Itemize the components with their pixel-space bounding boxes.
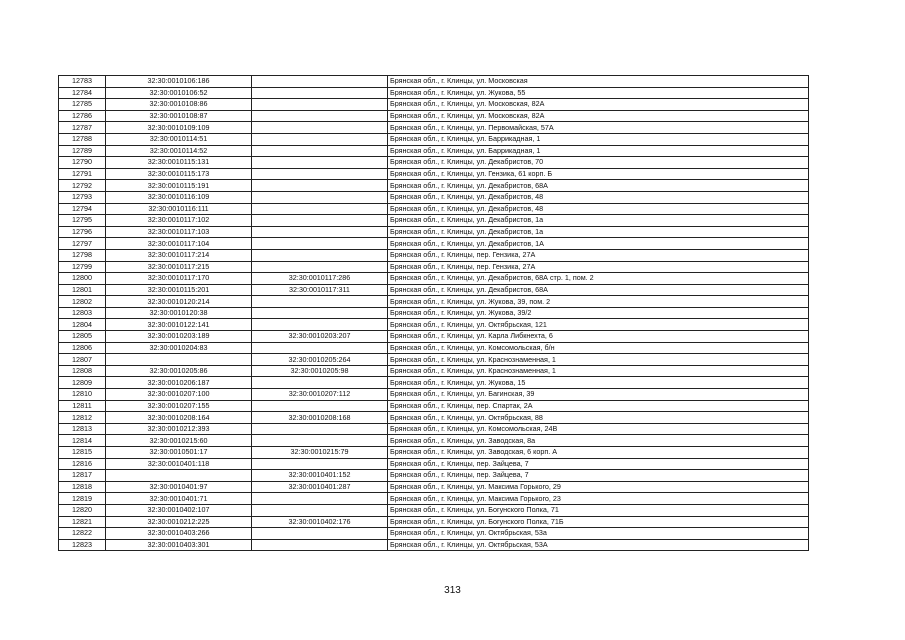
cell-previous-cadastral-number: [252, 435, 388, 447]
cell-cadastral-number: 32:30:0010401:97: [106, 481, 252, 493]
table-row: [59, 284, 809, 296]
table-row: [59, 528, 809, 540]
cell-address: Брянская обл., г. Клинцы, ул. Октябрьская, 121: [388, 319, 809, 331]
table-row: [59, 470, 809, 482]
cell-previous-cadastral-number: 32:30:0010215:79: [252, 447, 388, 459]
table-row: [59, 516, 809, 528]
cell-cadastral-number: [106, 354, 252, 366]
cell-address: Брянская обл., г. Клинцы, ул. Октябрьская, 53А: [388, 539, 809, 551]
table-row: [59, 389, 809, 401]
cell-previous-cadastral-number: [252, 261, 388, 273]
cell-record-number: 12791: [59, 168, 106, 180]
cell-address: Брянская обл., г. Клинцы, ул. Декабристов, 48: [388, 191, 809, 203]
cell-record-number: 12810: [59, 389, 106, 401]
cell-record-number: 12786: [59, 110, 106, 122]
cell-cadastral-number: 32:30:0010114:52: [106, 145, 252, 157]
cell-cadastral-number: 32:30:0010212:393: [106, 423, 252, 435]
cell-address: Брянская обл., г. Клинцы, ул. Богунского Полка, 71Б: [388, 516, 809, 528]
table-row: [59, 180, 809, 192]
cell-previous-cadastral-number: [252, 226, 388, 238]
cell-address: Брянская обл., г. Клинцы, ул. Богунского Полка, 71: [388, 504, 809, 516]
table-row: [59, 168, 809, 180]
cell-cadastral-number: 32:30:0010206:187: [106, 377, 252, 389]
cell-cadastral-number: 32:30:0010108:86: [106, 99, 252, 111]
table-row: [59, 539, 809, 551]
cell-record-number: 12821: [59, 516, 106, 528]
cell-cadastral-number: 32:30:0010401:118: [106, 458, 252, 470]
cell-cadastral-number: 32:30:0010117:215: [106, 261, 252, 273]
cell-record-number: 12784: [59, 87, 106, 99]
cell-previous-cadastral-number: 32:30:0010205:264: [252, 354, 388, 366]
cell-previous-cadastral-number: [252, 191, 388, 203]
cell-cadastral-number: 32:30:0010120:214: [106, 296, 252, 308]
cell-previous-cadastral-number: [252, 157, 388, 169]
cell-previous-cadastral-number: [252, 238, 388, 250]
cell-cadastral-number: 32:30:0010115:191: [106, 180, 252, 192]
cell-address: Брянская обл., г. Клинцы, ул. Московская, 82А: [388, 99, 809, 111]
cell-cadastral-number: 32:30:0010115:131: [106, 157, 252, 169]
cell-address: Брянская обл., г. Клинцы, ул. Краснознаменная, 1: [388, 354, 809, 366]
cell-record-number: 12813: [59, 423, 106, 435]
cell-address: Брянская обл., г. Клинцы, ул. Краснознаменная, 1: [388, 365, 809, 377]
cell-address: Брянская обл., г. Клинцы, ул. Декабристов, 1А: [388, 238, 809, 250]
table-row: [59, 354, 809, 366]
cell-cadastral-number: 32:30:0010501:17: [106, 447, 252, 459]
cell-address: Брянская обл., г. Клинцы, ул. Карла Либкнехта, 6: [388, 331, 809, 343]
table-row: [59, 481, 809, 493]
cell-record-number: 12822: [59, 528, 106, 540]
cell-previous-cadastral-number: [252, 296, 388, 308]
cell-cadastral-number: 32:30:0010117:102: [106, 215, 252, 227]
table-row: [59, 226, 809, 238]
cell-record-number: 12788: [59, 133, 106, 145]
cell-record-number: 12785: [59, 99, 106, 111]
cell-previous-cadastral-number: [252, 307, 388, 319]
cell-previous-cadastral-number: [252, 215, 388, 227]
cell-record-number: 12805: [59, 331, 106, 343]
cell-previous-cadastral-number: [252, 203, 388, 215]
table-row: [59, 296, 809, 308]
table-row: [59, 447, 809, 459]
cell-record-number: 12801: [59, 284, 106, 296]
cell-address: Брянская обл., г. Клинцы, пер. Гензика, 27А: [388, 261, 809, 273]
cell-cadastral-number: 32:30:0010122:141: [106, 319, 252, 331]
cell-record-number: 12787: [59, 122, 106, 134]
cell-address: Брянская обл., г. Клинцы, ул. Декабристов, 68А стр. 1, пом. 2: [388, 273, 809, 285]
table-row: [59, 342, 809, 354]
table-row: [59, 133, 809, 145]
cell-record-number: 12783: [59, 76, 106, 88]
cell-address: Брянская обл., г. Клинцы, ул. Декабристов, 1а: [388, 226, 809, 238]
cell-cadastral-number: 32:30:0010116:111: [106, 203, 252, 215]
cell-address: Брянская обл., г. Клинцы, ул. Заводская, 6 корп. А: [388, 447, 809, 459]
cell-address: Брянская обл., г. Клинцы, ул. Комсомольская, б/н: [388, 342, 809, 354]
cell-address: Брянская обл., г. Клинцы, ул. Октябрьская, 53а: [388, 528, 809, 540]
cell-previous-cadastral-number: [252, 249, 388, 261]
table-row: [59, 145, 809, 157]
cell-address: Брянская обл., г. Клинцы, ул. Жукова, 15: [388, 377, 809, 389]
cell-previous-cadastral-number: 32:30:0010208:168: [252, 412, 388, 424]
cell-cadastral-number: 32:30:0010401:71: [106, 493, 252, 505]
cell-address: Брянская обл., г. Клинцы, ул. Московская, 82А: [388, 110, 809, 122]
cell-address: Брянская обл., г. Клинцы, пер. Зайцева, 7: [388, 458, 809, 470]
cell-record-number: 12803: [59, 307, 106, 319]
table-row: [59, 331, 809, 343]
cell-record-number: 12815: [59, 447, 106, 459]
cell-cadastral-number: 32:30:0010208:164: [106, 412, 252, 424]
cell-cadastral-number: 32:30:0010117:104: [106, 238, 252, 250]
table-row: [59, 504, 809, 516]
cell-cadastral-number: 32:30:0010117:170: [106, 273, 252, 285]
cell-previous-cadastral-number: [252, 319, 388, 331]
cell-record-number: 12811: [59, 400, 106, 412]
cell-previous-cadastral-number: [252, 122, 388, 134]
cell-record-number: 12814: [59, 435, 106, 447]
table-row: [59, 157, 809, 169]
cell-previous-cadastral-number: 32:30:0010207:112: [252, 389, 388, 401]
cell-address: Брянская обл., г. Клинцы, ул. Декабристов, 70: [388, 157, 809, 169]
cell-record-number: 12812: [59, 412, 106, 424]
cell-record-number: 12796: [59, 226, 106, 238]
cell-address: Брянская обл., г. Клинцы, ул. Баррикадная, 1: [388, 145, 809, 157]
cell-cadastral-number: 32:30:0010207:155: [106, 400, 252, 412]
cell-address: Брянская обл., г. Клинцы, ул. Заводская, 8а: [388, 435, 809, 447]
cell-cadastral-number: 32:30:0010205:86: [106, 365, 252, 377]
cell-record-number: 12806: [59, 342, 106, 354]
cell-cadastral-number: 32:30:0010207:100: [106, 389, 252, 401]
cell-cadastral-number: 32:30:0010203:189: [106, 331, 252, 343]
cell-cadastral-number: 32:30:0010212:225: [106, 516, 252, 528]
cell-cadastral-number: 32:30:0010402:107: [106, 504, 252, 516]
cell-previous-cadastral-number: [252, 528, 388, 540]
cell-address: Брянская обл., г. Клинцы, пер. Зайцева, 7: [388, 470, 809, 482]
cell-address: Брянская обл., г. Клинцы, ул. Жукова, 39/2: [388, 307, 809, 319]
cell-address: Брянская обл., г. Клинцы, ул. Жукова, 39, пом. 2: [388, 296, 809, 308]
cell-cadastral-number: 32:30:0010117:214: [106, 249, 252, 261]
cell-previous-cadastral-number: [252, 423, 388, 435]
cell-previous-cadastral-number: [252, 180, 388, 192]
cell-cadastral-number: [106, 470, 252, 482]
cell-record-number: 12798: [59, 249, 106, 261]
cell-cadastral-number: 32:30:0010109:109: [106, 122, 252, 134]
table-row: [59, 110, 809, 122]
cell-previous-cadastral-number: 32:30:0010401:152: [252, 470, 388, 482]
cell-previous-cadastral-number: [252, 539, 388, 551]
cell-previous-cadastral-number: 32:30:0010203:207: [252, 331, 388, 343]
cell-address: Брянская обл., г. Клинцы, ул. Декабристов, 68А: [388, 284, 809, 296]
table-row: [59, 215, 809, 227]
registry-table-body: [59, 76, 809, 551]
cell-previous-cadastral-number: 32:30:0010401:287: [252, 481, 388, 493]
cell-record-number: 12818: [59, 481, 106, 493]
cell-previous-cadastral-number: [252, 493, 388, 505]
table-row: [59, 99, 809, 111]
table-row: [59, 423, 809, 435]
cell-previous-cadastral-number: [252, 458, 388, 470]
cell-previous-cadastral-number: 32:30:0010117:286: [252, 273, 388, 285]
table-row: [59, 261, 809, 273]
cell-cadastral-number: 32:30:0010215:60: [106, 435, 252, 447]
cell-address: Брянская обл., г. Клинцы, пер. Гензика, 27А: [388, 249, 809, 261]
cell-record-number: 12819: [59, 493, 106, 505]
table-row: [59, 307, 809, 319]
cell-address: Брянская обл., г. Клинцы, ул. Декабристов, 68А: [388, 180, 809, 192]
table-row: [59, 203, 809, 215]
cell-previous-cadastral-number: [252, 87, 388, 99]
cell-address: Брянская обл., г. Клинцы, пер. Спартак, 2А: [388, 400, 809, 412]
table-row: [59, 191, 809, 203]
cell-cadastral-number: 32:30:0010114:51: [106, 133, 252, 145]
cell-previous-cadastral-number: [252, 76, 388, 88]
cell-record-number: 12793: [59, 191, 106, 203]
table-row: [59, 273, 809, 285]
cell-address: Брянская обл., г. Клинцы, ул. Московская: [388, 76, 809, 88]
cell-cadastral-number: 32:30:0010117:103: [106, 226, 252, 238]
page-number: 313: [444, 585, 461, 596]
table-row: [59, 319, 809, 331]
cell-record-number: 12789: [59, 145, 106, 157]
table-row: [59, 458, 809, 470]
cell-cadastral-number: 32:30:0010106:186: [106, 76, 252, 88]
cell-previous-cadastral-number: 32:30:0010205:98: [252, 365, 388, 377]
cell-previous-cadastral-number: [252, 99, 388, 111]
cell-address: Брянская обл., г. Клинцы, ул. Жукова, 55: [388, 87, 809, 99]
table-row: [59, 493, 809, 505]
cell-record-number: 12808: [59, 365, 106, 377]
cell-record-number: 12800: [59, 273, 106, 285]
cell-address: Брянская обл., г. Клинцы, ул. Комсомольская, 24В: [388, 423, 809, 435]
cell-cadastral-number: 32:30:0010115:201: [106, 284, 252, 296]
cell-previous-cadastral-number: [252, 504, 388, 516]
cell-record-number: 12807: [59, 354, 106, 366]
cell-address: Брянская обл., г. Клинцы, ул. Декабристов, 48: [388, 203, 809, 215]
cell-cadastral-number: 32:30:0010204:83: [106, 342, 252, 354]
cell-previous-cadastral-number: 32:30:0010117:311: [252, 284, 388, 296]
cell-previous-cadastral-number: [252, 168, 388, 180]
cell-address: Брянская обл., г. Клинцы, ул. Декабристов, 1а: [388, 215, 809, 227]
cell-previous-cadastral-number: [252, 377, 388, 389]
cell-previous-cadastral-number: [252, 342, 388, 354]
cell-record-number: 12797: [59, 238, 106, 250]
cell-record-number: 12794: [59, 203, 106, 215]
registry-table: [58, 75, 809, 551]
cell-previous-cadastral-number: [252, 400, 388, 412]
cell-record-number: 12790: [59, 157, 106, 169]
table-row: [59, 238, 809, 250]
cell-address: Брянская обл., г. Клинцы, ул. Первомайская, 57А: [388, 122, 809, 134]
table-row: [59, 400, 809, 412]
table-row: [59, 412, 809, 424]
cell-cadastral-number: 32:30:0010403:301: [106, 539, 252, 551]
cell-cadastral-number: 32:30:0010120:38: [106, 307, 252, 319]
table-row: [59, 76, 809, 88]
cell-cadastral-number: 32:30:0010403:266: [106, 528, 252, 540]
cell-record-number: 12809: [59, 377, 106, 389]
cell-cadastral-number: 32:30:0010116:109: [106, 191, 252, 203]
cell-address: Брянская обл., г. Клинцы, ул. Октябрьская, 88: [388, 412, 809, 424]
cell-cadastral-number: 32:30:0010106:52: [106, 87, 252, 99]
table-row: [59, 365, 809, 377]
table-row: [59, 87, 809, 99]
cell-record-number: 12792: [59, 180, 106, 192]
table-row: [59, 435, 809, 447]
cell-address: Брянская обл., г. Клинцы, ул. Багинская, 39: [388, 389, 809, 401]
cell-cadastral-number: 32:30:0010108:87: [106, 110, 252, 122]
cell-record-number: 12823: [59, 539, 106, 551]
cell-record-number: 12799: [59, 261, 106, 273]
cell-address: Брянская обл., г. Клинцы, ул. Гензика, 61 корп. Б: [388, 168, 809, 180]
cell-record-number: 12820: [59, 504, 106, 516]
cell-address: Брянская обл., г. Клинцы, ул. Максима Горького, 29: [388, 481, 809, 493]
cell-record-number: 12804: [59, 319, 106, 331]
table-row: [59, 122, 809, 134]
cell-address: Брянская обл., г. Клинцы, ул. Баррикадная, 1: [388, 133, 809, 145]
cell-cadastral-number: 32:30:0010115:173: [106, 168, 252, 180]
cell-record-number: 12816: [59, 458, 106, 470]
cell-previous-cadastral-number: [252, 110, 388, 122]
table-row: [59, 377, 809, 389]
cell-record-number: 12795: [59, 215, 106, 227]
cell-previous-cadastral-number: 32:30:0010402:176: [252, 516, 388, 528]
cell-record-number: 12817: [59, 470, 106, 482]
cell-address: Брянская обл., г. Клинцы, ул. Максима Горького, 23: [388, 493, 809, 505]
table-row: [59, 249, 809, 261]
cell-previous-cadastral-number: [252, 133, 388, 145]
cell-previous-cadastral-number: [252, 145, 388, 157]
cell-record-number: 12802: [59, 296, 106, 308]
